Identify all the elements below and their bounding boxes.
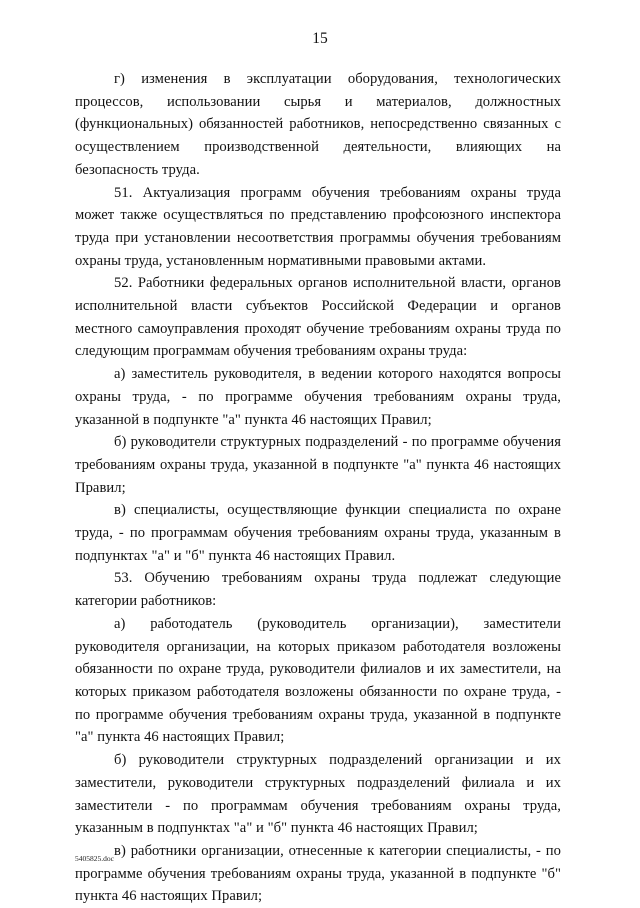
paragraph-52-v: в) специалисты, осуществляющие функции специалиста по охране труда, - по программам обучения требованиям охраны труда, указанным в подпунктах "а" и "б" пункта 46 настоящих Правил. [75, 502, 561, 564]
footer-file-name: 5405825.doc [75, 854, 114, 863]
paragraph-52-b: б) руководители структурных подразделений - по программе обучения требованиям охраны труда, указанной в подпункте "а" пункта 46 настоящих Правил; [75, 434, 561, 496]
paragraph-53-b: б) руководители структурных подразделений организации и их заместители, руководители структурных подразделений филиала и их заместители - по программам обучения требованиям охраны труда, указанным в подпунктах "а" и "б" пункта 46 настоящих Правил; [75, 752, 561, 837]
paragraph-g-changes: г) изменения в эксплуатации оборудования, технологических процессов, использовании сырья и материалов, должностных (функциональных) обязанностей работников, непосредственно связанных с осуществлением производственной деятельности, влияющих на безопасность труда. [75, 71, 561, 178]
page-number: 15 [312, 30, 328, 47]
document-body [75, 68, 561, 908]
paragraph-52: 52. Работники федеральных органов исполнительной власти, органов исполнительной власти субъектов Российской Федерации и органов местного самоуправления проходят обучение требованиям охраны труда по следующим программам обучения требованиям охраны труда: [75, 275, 561, 360]
paragraph-51: 51. Актуализация программ обучения требованиям охраны труда может также осуществляться по представлению профсоюзного инспектора труда при установлении несоответствия программы обучения требованиям охраны труда, установленным нормативными правовыми актами. [75, 184, 561, 269]
paragraph-53-v: в) работники организации, отнесенные к категории специалисты, - по программе обучения требованиям охраны труда, указанной в подпункте "б" пункта 46 настоящих Правил; [75, 842, 561, 905]
paragraph-52-a: а) заместитель руководителя, в ведении которого находятся вопросы охраны труда, - по программе обучения требованиям охраны труда, указанной в подпункте "а" пункта 46 настоящих Правил; [75, 366, 561, 428]
paragraph-53-a: а) работодатель (руководитель организации), заместители руководителя организации, на которых приказом работодателя возложены обязанности по охране труда, руководители филиалов и их заместители, на которых приказом работодателя возложены обязанности по охране труда, - по программе обучения требованиям охраны труда, указанной в подпункте "а" пункта 46 настоящих Правил; [75, 615, 561, 746]
paragraph-53: 53. Обучению требованиям охраны труда подлежат следующие категории работников: [75, 570, 561, 610]
